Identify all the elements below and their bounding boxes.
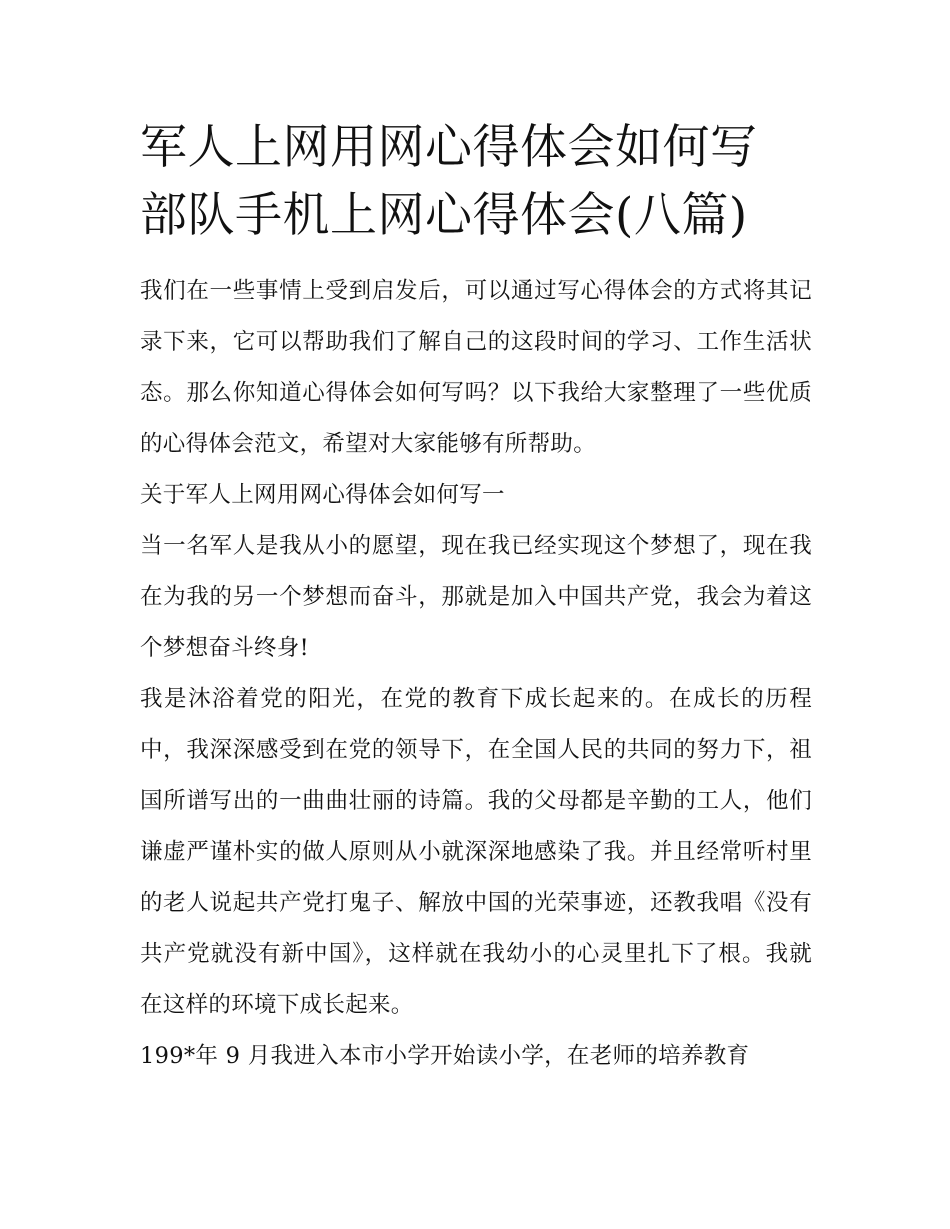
- body-paragraph-1: 当一名军人是我从小的愿望，现在我已经实现这个梦想了，现在我在为我的另一个梦想而奋斗，那就是加入中国共产党，我会为着这个梦想奋斗终身!: [140, 533, 812, 661]
- intro-paragraph: 我们在一些事情上受到启发后，可以通过写心得体会的方式将其记录下来，它可以帮助我们了解自己的这段时间的学习、工作生活状态。那么你知道心得体会如何写吗？以下我给大家整理了一些优质的心得体会范文，希望对大家能够有所帮助。: [140, 278, 812, 457]
- section-heading: 关于军人上网用网心得体会如何写一: [140, 482, 505, 508]
- document-page: [140, 114, 812, 1082]
- document-title: 军人上网用网心得体会如何写 部队手机上网心得体会(八篇): [140, 120, 758, 243]
- body-paragraph-2: 我是沐浴着党的阳光，在党的教育下成长起来的。在成长的历程中，我深深感受到在党的领导下，在全国人民的共同的努力下，祖国所谱写出的一曲曲壮丽的诗篇。我的父母都是辛勤的工人，他们谦虚严谨朴实的做人原则从小就深深地感染了我。并且经常听村里的老人说起共产党打鬼子、解放中国的光荣事迹，还教我唱《没有共产党就没有新中国》，这样就在我幼小的心灵里扎下了根。我就在这样的环境下成长起来。: [140, 686, 812, 1018]
- body-paragraph-3: 199*年 9 月我进入本市小学开始读小学，在老师的培养教育: [140, 1043, 750, 1069]
